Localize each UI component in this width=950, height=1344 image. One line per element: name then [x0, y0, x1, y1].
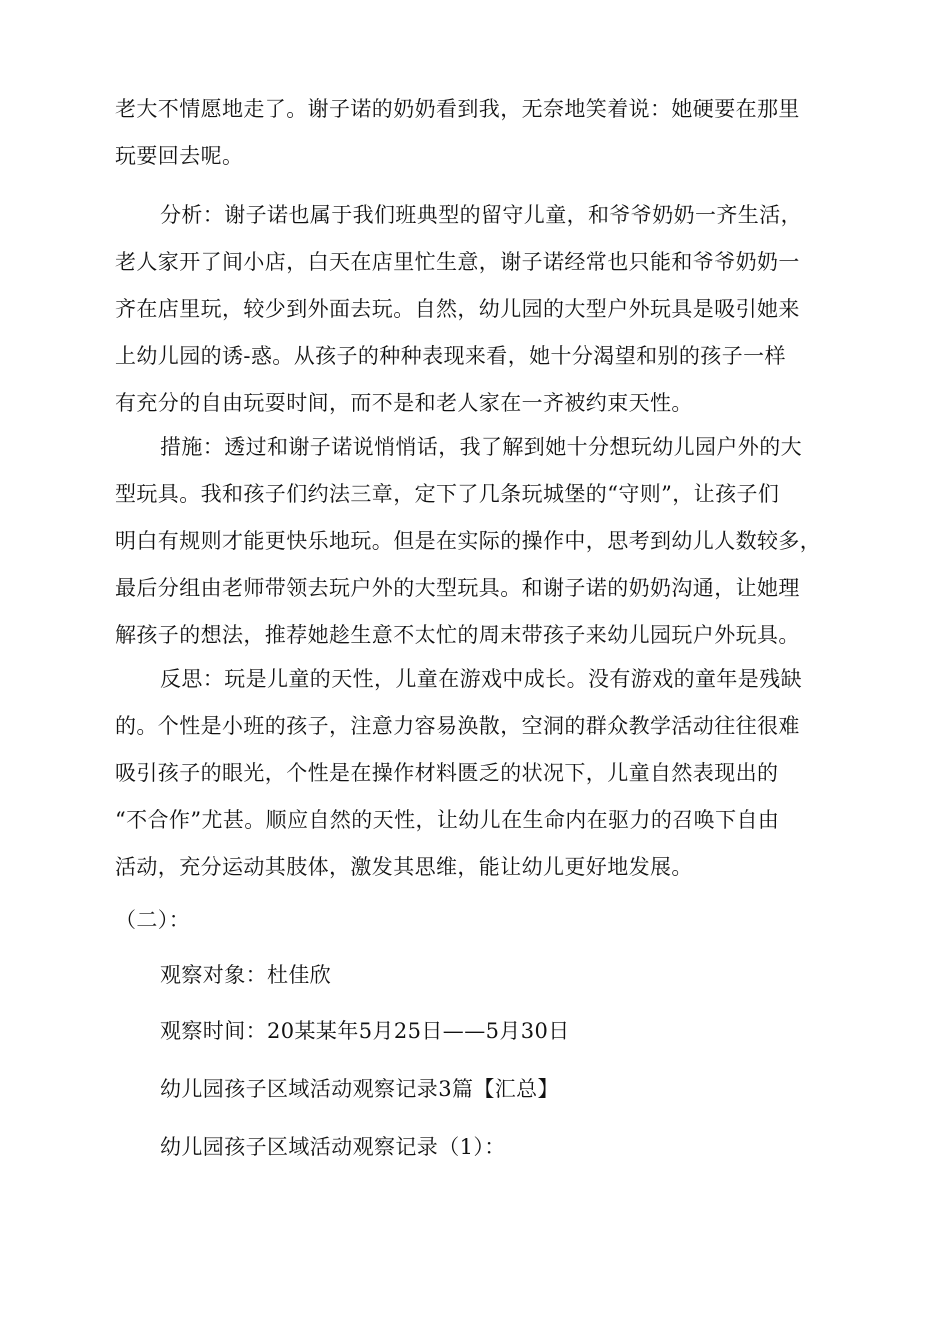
- text-line: 的。个性是小班的孩子，注意力容易涣散，空洞的群众教学活动往往很难: [115, 714, 800, 738]
- text-line: 上幼儿园的诱-惑。从孩子的种种表现来看，她十分渴望和别的孩子一样: [115, 344, 786, 368]
- text-line: 老人家开了间小店，白天在店里忙生意，谢子诺经常也只能和爷爷奶奶一: [115, 250, 800, 274]
- text-line: 分析：谢子诺也属于我们班典型的留守儿童，和爷爷奶奶一齐生活，: [160, 203, 802, 227]
- text-line: 明白有规则才能更快乐地玩。但是在实际的操作中，思考到幼儿人数较多，: [115, 529, 822, 553]
- text-line: 型玩具。我和孩子们约法三章，定下了几条玩城堡的“守则”，让孩子们: [115, 482, 780, 506]
- text-line: 吸引孩子的眼光，个性是在操作材料匮乏的状况下，儿童自然表现出的: [115, 761, 779, 785]
- text-line: 玩要回去呢。: [115, 144, 244, 168]
- text-line: 最后分组由老师带领去玩户外的大型玩具。和谢子诺的奶奶沟通，让她理: [115, 576, 800, 600]
- text-line: 反思：玩是儿童的天性，儿童在游戏中成长。没有游戏的童年是残缺: [160, 667, 802, 691]
- text-line: 措施：透过和谢子诺说悄悄话，我了解到她十分想玩幼儿园户外的大: [160, 435, 802, 459]
- observation-time: 观察时间：20某某年5月25日——5月30日: [160, 1019, 570, 1043]
- text-line: 有充分的自由玩耍时间，而不是和老人家在一齐被约束天性。: [115, 391, 693, 415]
- section-heading: （二）：: [115, 908, 191, 932]
- observation-subject: 观察对象：杜佳欣: [160, 963, 332, 987]
- text-line: 活动，充分运动其肢体，激发其思维，能让幼儿更好地发展。: [115, 855, 693, 879]
- record-heading: 幼儿园孩子区域活动观察记录（1）：: [160, 1135, 506, 1159]
- document-title: 幼儿园孩子区域活动观察记录3篇【汇总】: [160, 1077, 559, 1101]
- text-line: 老大不情愿地走了。谢子诺的奶奶看到我，无奈地笑着说：她硬要在那里: [115, 97, 800, 121]
- text-line: “不合作”尤甚。顺应自然的天性，让幼儿在生命内在驱力的召唤下自由: [115, 808, 780, 832]
- text-line: 解孩子的想法，推荐她趁生意不太忙的周末带孩子来幼儿园玩户外玩具。: [115, 623, 800, 647]
- text-line: 齐在店里玩，较少到外面去玩。自然，幼儿园的大型户外玩具是吸引她来: [115, 297, 800, 321]
